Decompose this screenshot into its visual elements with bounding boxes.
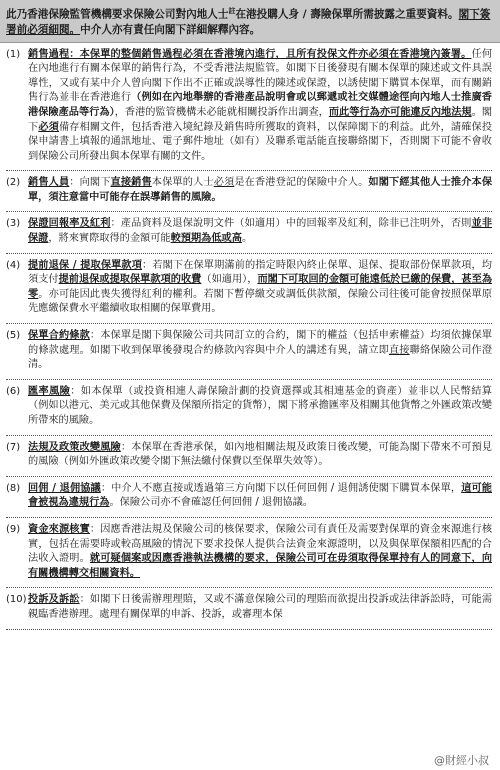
disclosure-item (6, 324, 492, 380)
header-text-mid: 在港投購人身 / 壽險保單所需披露之重要資料。 (235, 8, 459, 21)
item-text-segment: 任何在內地進行有關本保單的銷售行為，不受香港法規監管。如閣下日後發現有關本保單的陳述或文件具誤導性，又或有某中介人曾向閣下作出不正確或誤導性的陳述或保證，以誘使閣下購買本保單，而有關銷售行為並非在香港進行 (28, 48, 493, 104)
disclosure-item (6, 477, 492, 518)
item-text-segment: 較預期為低或高 (170, 233, 242, 245)
item-text-segment: 。保險公司亦不會確認任何回佣 / 退佣協議。 (109, 497, 313, 509)
item-text-segment: 並非保證 (28, 218, 493, 245)
item-text-segment: ，將來實際取得的金額可能 (48, 233, 171, 245)
item-text-segment: ：向閣下 (69, 177, 111, 189)
item-text-segment: 資金來源核實 (28, 523, 90, 535)
item-text (28, 48, 492, 165)
header-text-pre: 此乃香港保險監管機構要求保險公司對內地人士 (6, 8, 229, 21)
disclosure-item (6, 436, 492, 477)
item-text-segment: 。閣下 (28, 106, 493, 133)
item-text (28, 482, 492, 511)
disclosure-list (0, 43, 500, 630)
item-number: (6) (6, 385, 21, 397)
item-number: (5) (6, 330, 21, 342)
header-read-before-sign: 閣下簽署前必須細閱。 (6, 8, 491, 36)
item-number: (7) (6, 441, 21, 453)
item-number: (4) (6, 259, 21, 271)
item-text-segment: 直接 (388, 344, 410, 356)
item-text-segment: 法規及政策改變風險 (28, 441, 121, 453)
header-note-marker: 註 (228, 7, 236, 15)
item-text (28, 217, 492, 246)
header-text-tail: 中介人亦有責任向閣下詳細解釋內容。 (80, 23, 261, 36)
item-text-segment: 必須 (38, 121, 59, 133)
item-text-segment: 聯絡保險公司作澄清。 (28, 344, 493, 371)
item-text-segment: 。 (241, 233, 253, 245)
item-text-segment: 備存相關文件，包括香港入境紀錄及銷售時所獲取的資料，以保障閣下的利益。此外，請確保投保申請書上填報的通訊地址、電子郵件地址（如有）及聯系電話能直接聯絡閣下，否則閣下可能不會收到保險公司所發出與本保單有關的文件。 (28, 121, 493, 162)
item-text-segment: 如閣下經其他人士推介本保單，須注意當中可能存在誤導銷售的風險。 (28, 177, 493, 203)
item-text-segment: 是在香港登記的保險中介人。 (234, 177, 369, 189)
item-number: (1) (6, 48, 21, 60)
item-text-segment: 保單合約條款 (28, 330, 90, 342)
disclosure-item (6, 518, 492, 588)
item-text-segment: ：若閣下在保單期滿前的指定時限內終止保單、退保、提取部份保單款項，均須支付 (28, 259, 492, 286)
item-text-segment: ：因應香港法規及保險公司的核保要求，保險公司有責任及需要對保單的資金來源進行核實，包括在需要時或較高風險的情況下要求投保人提供合法資金來源證明，以及與保單保額相匹配的合法收入證明。 (28, 523, 493, 565)
item-text-segment: 提前退保 / 提取保單款項 (28, 259, 143, 271)
item-text-segment: 這可能會被視為違規行為 (28, 482, 492, 509)
item-text (28, 259, 492, 317)
item-number: (2) (6, 177, 21, 189)
item-text-segment: ：如閣下日後需辦理理賠，又或不滿意保險公司的理賠而欲提出投訴或法律訴訟時，可能需親臨香港辦理。處理有關保單的申訴、投訴，或審理本保 (28, 594, 493, 620)
item-text-segment: 保證回報率及紅利 (28, 218, 111, 230)
disclosure-item (6, 588, 492, 629)
item-text-segment: 回佣 / 退佣協議 (28, 482, 101, 494)
disclosure-item (6, 212, 492, 253)
item-text-segment: 投訴及訴訟 (28, 594, 80, 606)
disclosure-item (6, 171, 492, 212)
item-text-segment: 本保單的人士 (151, 177, 214, 189)
item-text-segment: 提前退保或提取保單款項的收費 (58, 274, 202, 286)
watermark: @財經小叔 (431, 752, 492, 768)
item-text (28, 385, 492, 429)
item-text-segment: （例如在內地舉辦的香港產品說明會或以郵遞或社交媒體途徑向內地人士推廣香港保險產品等行為） (28, 92, 492, 118)
item-text-segment: （如適用）， (201, 274, 258, 286)
item-text (28, 176, 492, 205)
item-text-segment: 匯率風險 (28, 385, 71, 397)
item-text-segment: ：中介人不應直接或透過第三方向閣下以任何回佣 / 退佣誘使閣下購買本保單， (100, 482, 462, 494)
item-text-segment: 銷售人員 (28, 177, 70, 189)
item-number: (3) (6, 218, 21, 230)
item-text-segment: 銷售過程：本保單的整個銷售過程必須在香港境內進行，且所有投保文件亦必須在香港境內簽署。 (28, 48, 472, 60)
item-text (28, 441, 492, 470)
item-text-segment: 就可疑個案或因應香港執法機構的要求，保險公司可在毋須取得保單持有人的同意下，向有關機構轉交相關資料。 (28, 553, 493, 579)
item-text-segment: 。亦可能因此喪失獲得紅利的權利。若閣下暫停繳交或調低供款額，保險公司往後可能會按照保單原先應繳保費水平繼續收取相關的保單費用。 (28, 288, 493, 315)
item-text-segment: 而此等行為亦可能違反內地法規 (328, 106, 472, 118)
item-text-segment: ：產品資料及退保說明文件（如適用）中的回報率及紅利，除非已注明外，否則 (110, 218, 472, 230)
disclosure-item (6, 254, 492, 324)
disclosure-item (6, 380, 492, 436)
item-text-segment: 而閣下可取回的金額可能遠低於已繳的保費，甚至為零 (28, 274, 493, 300)
disclosure-item (6, 43, 492, 172)
item-number: (8) (6, 482, 21, 494)
item-text (28, 523, 492, 581)
item-text-segment: ：本保單在香港承保，如內地相關法規及政策日後改變，可能為閣下帶來不可預見的風險（例如外匯政策改變令閣下無法繳付保費以至保單失效等）。 (28, 441, 492, 468)
page-header (0, 0, 500, 43)
item-text-segment: ，香港的監管機構未必能就相關投訴作出調查， (114, 106, 329, 118)
item-number: (9) (6, 523, 21, 535)
item-text (28, 593, 492, 622)
item-text-segment: ：如本保單（或投資相連人壽保險計劃的投資選擇或其相連基金的資產）並非以人民幣結算（例如以港元、美元或其他保費及保額所指定的貨幣），閣下將承擔匯率及相關其他貨幣之外匯政策改變所帶來的風險。 (28, 385, 492, 426)
item-text (28, 329, 492, 373)
item-text-segment: 直接銷售 (110, 177, 152, 189)
item-number: (10) (6, 594, 27, 606)
item-text-segment: 必須 (213, 177, 235, 189)
item-text-segment: ：本保單是閣下與保險公司共同訂立的合約，閣下的權益（包括申索權益）均須依據保單的條款處理。如閣下收到保單後發現合約條款內容與中介人的講述有異，請立即 (28, 330, 493, 356)
